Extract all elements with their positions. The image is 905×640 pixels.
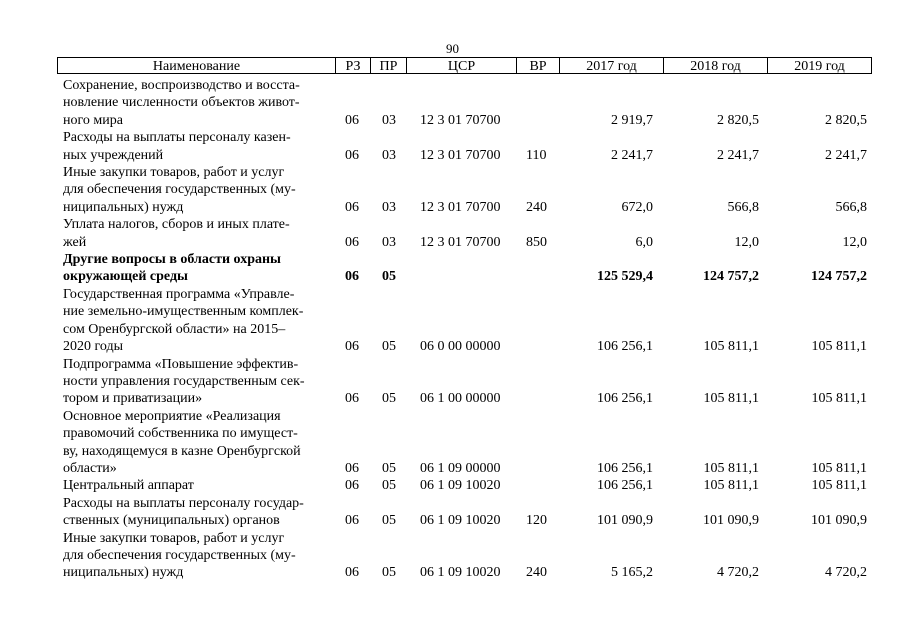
row-pr: 05 (382, 565, 396, 581)
row-name-line: Расходы на выплаты персоналу казен- (63, 130, 291, 146)
row-rz: 06 (345, 460, 359, 476)
header-vr: ВР (517, 57, 560, 74)
row-name-line: сом Оренбургской области» на 2015– (63, 321, 286, 337)
table-row (57, 477, 871, 494)
row-vr: 240 (526, 565, 547, 581)
row-value-2019: 105 811,1 (811, 460, 867, 476)
row-value-2017: 106 256,1 (597, 339, 653, 355)
row-csr: 06 1 09 10020 (420, 478, 501, 494)
table-row (57, 129, 871, 164)
row-pr: 03 (382, 112, 396, 128)
row-rz: 06 (345, 565, 359, 581)
row-name-line: Иные закупки товаров, работ и услуг (63, 165, 285, 181)
row-name-line: ниципальных) нужд (63, 199, 184, 215)
row-value-2018: 124 757,2 (703, 269, 759, 285)
row-csr: 06 0 00 00000 (420, 339, 501, 355)
row-value-2018: 4 720,2 (717, 565, 759, 581)
row-value-2017: 106 256,1 (597, 391, 653, 407)
row-value-2019: 105 811,1 (811, 339, 867, 355)
row-value-2019: 2 820,5 (825, 112, 867, 128)
table-row (57, 530, 871, 582)
row-name-line: 2020 годы (63, 339, 124, 355)
row-rz: 06 (345, 269, 359, 285)
row-value-2019: 2 241,7 (825, 147, 867, 163)
header-rz: РЗ (336, 57, 371, 74)
row-name-line: ву, находящемуся в казне Оренбургской (63, 443, 301, 459)
table-row (57, 356, 871, 408)
row-value-2019: 101 090,9 (811, 513, 867, 529)
row-pr: 05 (382, 269, 396, 285)
row-name-line: Государственная программа «Управле- (63, 286, 295, 302)
row-value-2017: 101 090,9 (597, 513, 653, 529)
row-rz: 06 (345, 147, 359, 163)
row-csr: 06 1 00 00000 (420, 391, 501, 407)
row-name (57, 477, 338, 494)
table-row (57, 164, 871, 216)
row-pr: 03 (382, 199, 396, 215)
row-name-line: правомочий собственника по имущест- (63, 426, 298, 442)
table-row (57, 77, 871, 129)
row-name (57, 408, 338, 478)
row-vr: 240 (526, 199, 547, 215)
row-rz: 06 (345, 391, 359, 407)
row-rz: 06 (345, 199, 359, 215)
row-name-line: области» (63, 460, 117, 476)
row-name (57, 164, 338, 216)
row-name-line: Подпрограмма «Повышение эффектив- (63, 356, 299, 372)
table-row (57, 251, 871, 286)
row-name-line: новление численности объектов живот- (63, 95, 300, 111)
row-csr: 06 1 09 10020 (420, 565, 501, 581)
row-pr: 03 (382, 147, 396, 163)
row-name-line: окружающей среды (63, 269, 188, 285)
row-pr: 05 (382, 391, 396, 407)
row-value-2019: 12,0 (842, 234, 867, 250)
row-name-line: жей (63, 234, 87, 250)
table-body (57, 77, 871, 582)
row-name-line: Сохранение, воспроизводство и восста- (63, 78, 300, 93)
row-name (57, 495, 338, 530)
row-name-line: Другие вопросы в области охраны (63, 252, 281, 268)
row-rz: 06 (345, 478, 359, 494)
table-row (57, 495, 871, 530)
row-value-2017: 2 241,7 (611, 147, 653, 163)
row-name-line: ние земельно-имущественным комплек- (63, 304, 304, 320)
row-value-2018: 12,0 (734, 234, 759, 250)
row-csr: 06 1 09 10020 (420, 513, 501, 529)
row-value-2017: 2 919,7 (611, 112, 653, 128)
row-pr: 05 (382, 513, 396, 529)
row-value-2018: 2 241,7 (717, 147, 759, 163)
row-rz: 06 (345, 339, 359, 355)
row-csr: 12 3 01 70700 (420, 234, 501, 250)
row-name (57, 356, 338, 408)
row-value-2019: 4 720,2 (825, 565, 867, 581)
row-name (57, 216, 338, 251)
row-name-line: ниципальных) нужд (63, 565, 184, 581)
table-row (57, 286, 871, 356)
row-name-line: ственных (муниципальных) органов (63, 513, 280, 529)
table-row (57, 216, 871, 251)
row-value-2017: 6,0 (635, 234, 653, 250)
row-value-2018: 566,8 (727, 199, 759, 215)
row-pr: 05 (382, 339, 396, 355)
row-rz: 06 (345, 234, 359, 250)
table-header (57, 57, 872, 74)
row-value-2018: 101 090,9 (703, 513, 759, 529)
row-value-2019: 124 757,2 (811, 269, 867, 285)
row-value-2019: 566,8 (835, 199, 867, 215)
row-value-2017: 106 256,1 (597, 478, 653, 494)
row-name-line: для обеспечения государственных (му- (63, 547, 296, 563)
row-rz: 06 (345, 513, 359, 529)
row-pr: 03 (382, 234, 396, 250)
row-name-line: ности управления государственным сек- (63, 373, 305, 389)
header-2017: 2017 год (560, 57, 664, 74)
row-name-line: для обеспечения государственных (му- (63, 182, 296, 198)
row-value-2018: 105 811,1 (703, 391, 759, 407)
row-name-line: Расходы на выплаты персоналу государ- (63, 495, 304, 511)
row-value-2018: 105 811,1 (703, 478, 759, 494)
row-vr: 120 (526, 513, 547, 529)
row-csr: 06 1 09 00000 (420, 460, 501, 476)
row-value-2017: 125 529,4 (597, 269, 653, 285)
row-name (57, 251, 338, 286)
row-value-2017: 672,0 (621, 199, 653, 215)
header-pr: ПР (371, 57, 407, 74)
row-name (57, 530, 338, 582)
row-name-line: ных учреждений (63, 147, 164, 163)
row-name-line: Уплата налогов, сборов и иных плате- (63, 217, 290, 233)
row-name (57, 129, 338, 164)
row-csr: 12 3 01 70700 (420, 199, 501, 215)
row-pr: 05 (382, 460, 396, 476)
row-vr: 850 (526, 234, 547, 250)
header-2018: 2018 год (664, 57, 768, 74)
row-name (57, 286, 338, 356)
row-name-line: тором и приватизации» (63, 391, 203, 407)
row-value-2018: 105 811,1 (703, 460, 759, 476)
row-value-2018: 105 811,1 (703, 339, 759, 355)
row-value-2018: 2 820,5 (717, 112, 759, 128)
row-name-line: ного мира (63, 112, 123, 128)
row-name-line: Иные закупки товаров, работ и услуг (63, 530, 285, 546)
row-name-line: Основное мероприятие «Реализация (63, 408, 281, 424)
row-value-2019: 105 811,1 (811, 478, 867, 494)
row-name-line: Центральный аппарат (63, 478, 194, 494)
row-rz: 06 (345, 112, 359, 128)
row-csr: 12 3 01 70700 (420, 112, 501, 128)
row-vr: 110 (526, 147, 547, 163)
row-csr: 12 3 01 70700 (420, 147, 501, 163)
row-value-2017: 5 165,2 (611, 565, 653, 581)
header-name: Наименование (58, 57, 336, 74)
row-name (57, 77, 338, 129)
header-csr: ЦСР (407, 57, 517, 74)
row-value-2017: 106 256,1 (597, 460, 653, 476)
header-2019: 2019 год (768, 57, 872, 74)
row-pr: 05 (382, 478, 396, 494)
row-value-2019: 105 811,1 (811, 391, 867, 407)
page-number: 90 (446, 41, 459, 56)
table-row (57, 408, 871, 478)
